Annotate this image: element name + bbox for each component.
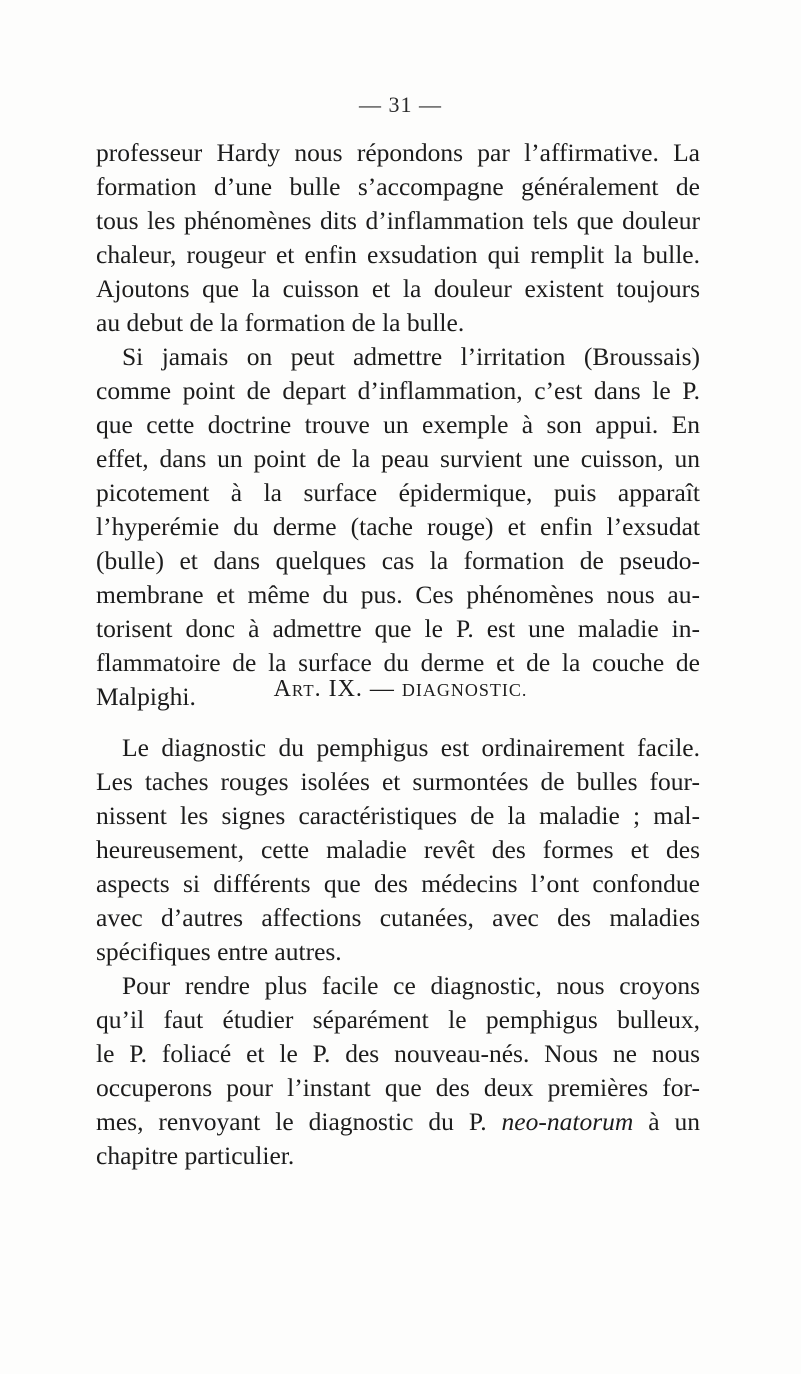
- text-line: nissent les signes caractéristiques de la maladie ; mal-: [96, 801, 700, 830]
- text-line: au debut de la formation de la bulle.: [96, 308, 465, 337]
- article-number: Art. IX.: [273, 676, 363, 702]
- text-line: flammatoire de la surface du derme et de la couche de: [96, 648, 700, 677]
- text-line-with-italic: [96, 1105, 700, 1139]
- text-line: Malpighi.: [96, 682, 196, 711]
- text-line: occuperons pour l’instant que des deux premières for-: [96, 1073, 700, 1102]
- section-heading: [0, 672, 801, 707]
- text-line: effet, dans un point de la peau survient une cuisson, un: [96, 444, 700, 473]
- text-line: chaleur, rougeur et enfin exsudation qui remplit la bulle.: [96, 240, 700, 269]
- text-line: avec d’autres affections cutanées, avec des maladies: [96, 903, 700, 932]
- text-segment: mes, renvoyant le diagnostic du P.: [96, 1107, 487, 1136]
- section-title: DIAGNOSTIC.: [401, 680, 528, 700]
- text-segment: à un: [633, 1107, 700, 1136]
- text-line: Les taches rouges isolées et surmontées de bulles four-: [96, 767, 700, 796]
- text-line: l’hyperémie du derme (tache rouge) et enfin l’exsudat: [96, 512, 700, 541]
- text-line: spécifiques entre autres.: [96, 937, 342, 966]
- text-line: Ajoutons que la cuisson et la douleur existent toujours: [96, 274, 700, 303]
- paragraph-block-diagnostic: [96, 731, 700, 1173]
- text-line: qu’il faut étudier séparément le pemphigus bulleux,: [96, 1005, 700, 1034]
- heading-dash: —: [362, 676, 402, 702]
- italic-term: neo-natorum: [501, 1107, 634, 1136]
- text-line: Si jamais on peut admettre l’irritation (Broussais): [122, 342, 700, 371]
- text-line: membrane et même du pus. Ces phénomènes nous au-: [96, 580, 700, 609]
- paragraph-block-inflammation: [96, 136, 700, 714]
- text-line: (bulle) et dans quelques cas la formation de pseudo-: [96, 546, 700, 575]
- text-line: aspects si différents que des médecins l’ont confondue: [96, 869, 700, 898]
- text-line: comme point de depart d’inflammation, c’est dans le P.: [96, 376, 700, 405]
- text-line: Le diagnostic du pemphigus est ordinairement facile.: [122, 733, 700, 762]
- text-line: chapitre particulier.: [96, 1141, 295, 1170]
- text-line: formation d’une bulle s’accompagne généralement de: [96, 172, 700, 201]
- text-line: torisent donc à admettre que le P. est une maladie in-: [96, 614, 700, 643]
- page-number: — 31 —: [359, 92, 442, 117]
- text-line: tous les phénomènes dits d’inflammation tels que douleur: [96, 206, 700, 235]
- text-line: professeur Hardy nous répondons par l’affirmative. La: [96, 138, 700, 167]
- text-line: que cette doctrine trouve un exemple à son appui. En: [96, 410, 700, 439]
- text-line: heureusement, cette maladie revêt des formes et des: [96, 835, 700, 864]
- text-line: Pour rendre plus facile ce diagnostic, nous croyons: [122, 971, 700, 1000]
- text-line: picotement à la surface épidermique, puis apparaît: [96, 478, 700, 507]
- text-line: le P. foliacé et le P. des nouveau-nés. Nous ne nous: [96, 1039, 700, 1068]
